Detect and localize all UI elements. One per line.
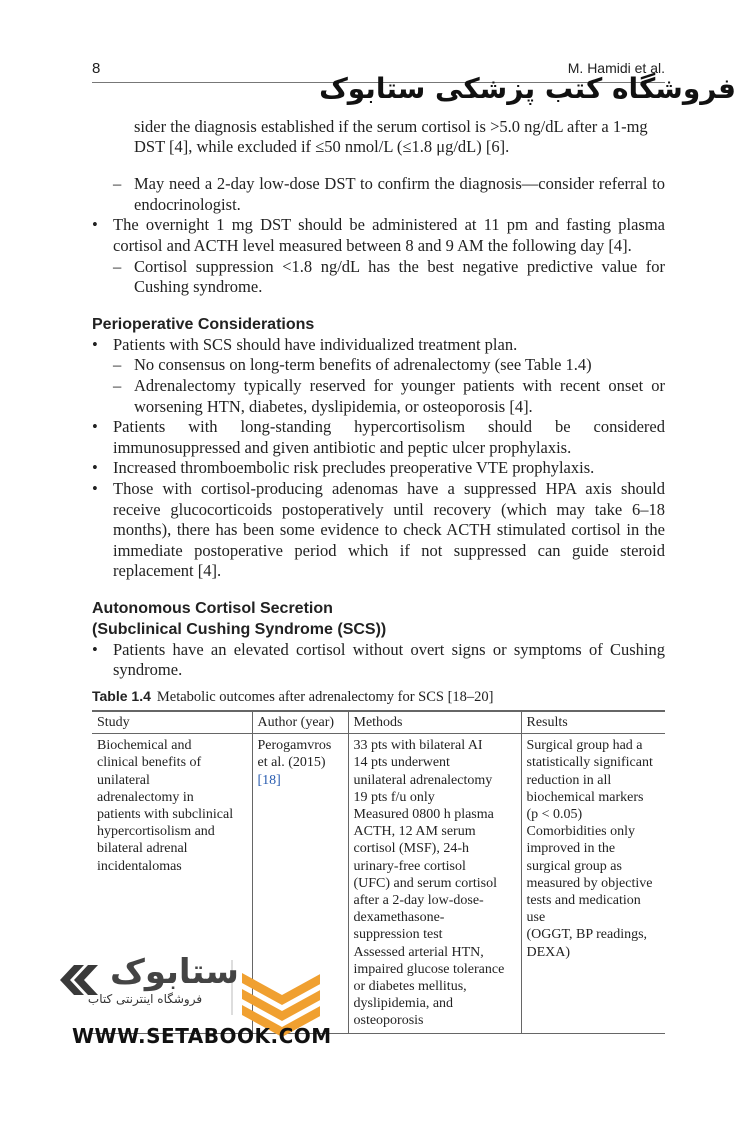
list-item: – May need a 2-day low-dose DST to confirm the diagnosis—consider referral to endocrinologist. — [113, 174, 665, 214]
cell-author: Perogamvros et al. (2015) [18] — [252, 734, 348, 1033]
list-item: • Patients with long-standing hypercortisolism should be considered immunosuppressed and given antibiotic and peptic ulcer prophylaxis. — [92, 417, 665, 457]
list-item: • Increased thromboembolic risk precludes preoperative VTE prophylaxis. — [92, 458, 595, 478]
table-caption-text: Metabolic outcomes after adrenalectomy for SCS [18–20] — [156, 689, 494, 705]
list-item: • Patients with SCS should have individualized treatment plan. — [92, 334, 518, 354]
chevron-logo-icon — [60, 965, 98, 995]
page-number: 8 — [92, 60, 101, 77]
cell-methods: 33 pts with bilateral AI 14 pts underwent unilateral adrenalectomy 19 pts f/u only Measured 0800 h plasma ACTH, 12 AM serum cortisol (MSF), 24-h urinary-free cortisol (UFC) and serum cortisol after a 2-day low-dose- dexamethasone- suppression test Assessed arterial HTN, impaired glucose tolerance or diabetes mellitus, dyslipidemia, and osteoporosis — [348, 734, 521, 1033]
section-heading-autonomous: Autonomous Cortisol Secretion — [92, 599, 333, 617]
column-header-author: Author (year) — [252, 711, 348, 734]
table-caption — [92, 688, 665, 706]
table-label: Table 1.4 — [92, 688, 151, 704]
reference-link[interactable]: [18] — [257, 772, 281, 788]
column-header-study: Study — [92, 711, 252, 734]
column-header-results: Results — [521, 711, 665, 734]
cell-study: Biochemical and clinical benefits of unilateral adrenalectomy in patients with subclinical hypercortisolism and bilateral adrenal incidentalomas — [92, 734, 252, 1033]
list-item: • Those with cortisol-producing adenomas have a suppressed HPA axis should receive glucocorticoids postoperatively until recovery (which may take 6–18 months), there has been some evidence to check ACTH stimulated cortisol in the immediate postoperative period which if not suppressed can guide steroid replacement [4]. — [92, 478, 665, 581]
column-header-methods: Methods — [348, 711, 521, 734]
section-heading-perioperative: Perioperative Considerations — [92, 315, 315, 333]
list-item: – Cortisol suppression <1.8 ng/dL has the best negative predictive value for Cushing syndrome. — [113, 256, 665, 297]
list-item: – No consensus on long-term benefits of adrenalectomy (see Table 1.4) — [113, 355, 592, 375]
paragraph-continued: sider the diagnosis established if the serum cortisol is >5.0 ng/dL after a 1-mg DST [4], while excluded if ≤50 nmol/L (≤1.8 μg/dL) [6]. — [134, 116, 648, 157]
page-body — [92, 100, 665, 681]
section-heading-autonomous-sub: (Subclinical Cushing Syndrome (SCS)) — [92, 620, 387, 638]
watermark-top: فروشگاه کتب پزشکی ستابوک — [319, 72, 736, 105]
list-item: – Adrenalectomy typically reserved for younger patients with recent onset or worsening HTN, diabetes, dyslipidemia, or osteoporosis [4]. — [113, 375, 665, 416]
list-item: • The overnight 1 mg DST should be administered at 11 pm and fasting plasma cortisol and ACTH level measured between 8 and 9 AM the following day [4]. — [92, 215, 665, 255]
table-header-row — [92, 711, 665, 734]
logo-website[interactable]: WWW.SETABOOK.COM — [72, 1024, 332, 1048]
logo-subtitle: فروشگاه اینترنتی کتاب — [87, 992, 203, 1006]
cell-results: Surgical group had a statistically significant reduction in all biochemical markers (p < 0.05) Comorbidities only improved in the surgical group as measured by objective tests and medication use (OGGT, BP readings, DEXA) — [521, 734, 665, 1033]
list-item: • Patients have an elevated cortisol without overt signs or symptoms of Cushing syndrome. — [92, 639, 665, 680]
running-head: M. Hamidi et al. — [567, 60, 665, 76]
logo-name: ستابوک — [110, 952, 239, 992]
